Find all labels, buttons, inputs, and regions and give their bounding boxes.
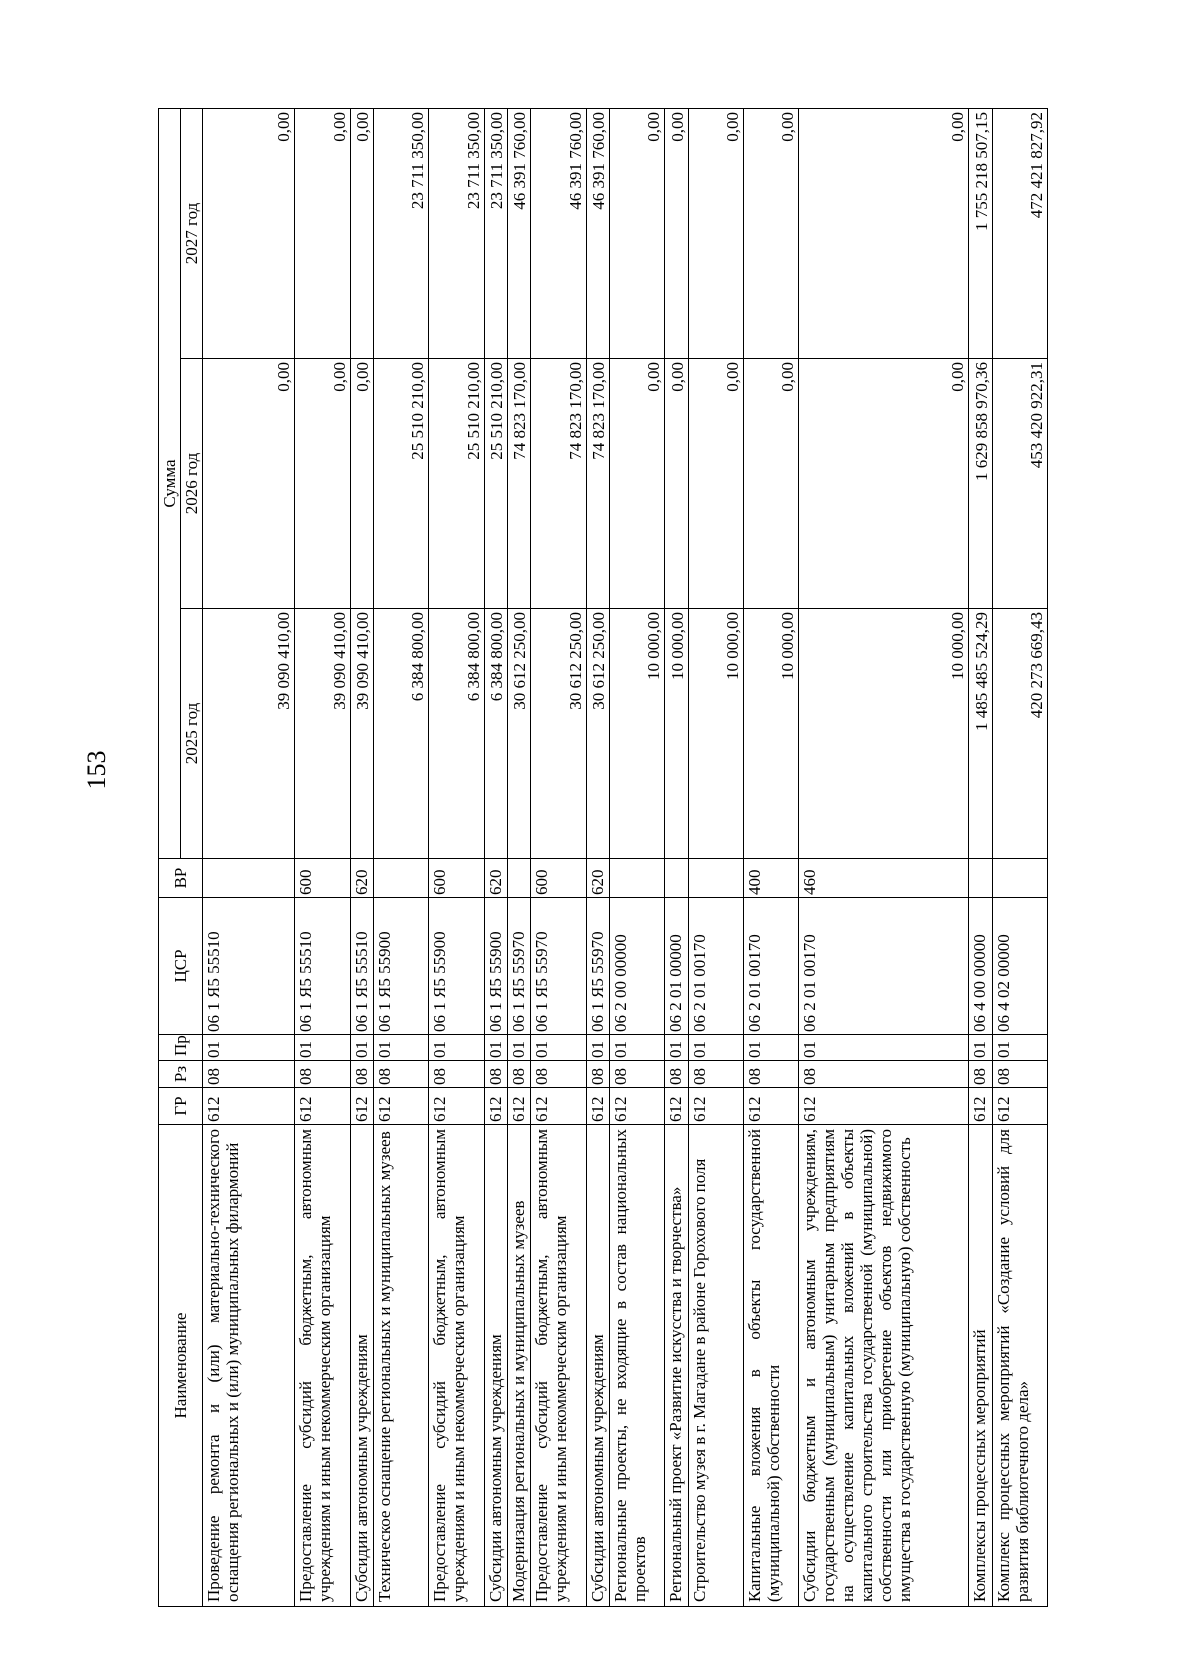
table-cell-vr: 600 — [429, 859, 484, 898]
table-cell-gr: 612 — [665, 1088, 688, 1125]
table-cell-name: Субсидии автономным учреждениям — [586, 1125, 609, 1607]
table-cell-2027: 0,00 — [610, 109, 665, 359]
table-cell-2027: 0,00 — [665, 109, 688, 359]
budget-table — [158, 108, 1048, 1607]
table-cell-name: Субсидии бюджетным и автономным учреждениям, государственным (муниципальным) унитарным предприятиям на осуществление капитальных вложений в объекты капитального строительства государственной (муниципальной) собственности или приобретение объектов недвижимого имущества в государственную (муниципальную) собственность — [799, 1125, 969, 1607]
table-cell-2026: 0,00 — [688, 359, 743, 609]
table-cell-pr: 01 — [531, 1035, 586, 1061]
table-cell-2027: 23 711 350,00 — [429, 109, 484, 359]
table-cell-vr — [688, 859, 743, 898]
table-cell-gr: 612 — [969, 1088, 992, 1125]
table-cell-2026: 0,00 — [799, 359, 969, 609]
table-cell-csr: 06 1 Я5 55970 — [531, 898, 586, 1035]
table-cell-csr: 06 1 Я5 55900 — [429, 898, 484, 1035]
header-name: Наименование — [159, 1125, 203, 1607]
table-row — [969, 109, 992, 1607]
table-cell-2026: 0,00 — [610, 359, 665, 609]
table-cell-gr: 612 — [429, 1088, 484, 1125]
table-cell-gr: 612 — [350, 1088, 373, 1125]
table-row — [743, 109, 798, 1607]
table-cell-2027: 46 391 760,00 — [586, 109, 609, 359]
table-cell-vr: 600 — [295, 859, 350, 898]
table-cell-vr: 600 — [531, 859, 586, 898]
table-cell-2026: 0,00 — [350, 359, 373, 609]
table-cell-2026: 74 823 170,00 — [508, 359, 531, 609]
table-cell-name: Субсидии автономным учреждениям — [350, 1125, 373, 1607]
table-cell-gr: 612 — [531, 1088, 586, 1125]
table-cell-name: Предоставление субсидий бюджетным, автономным учреждениям и иным некоммерческим организациям — [429, 1125, 484, 1607]
table-cell-rz: 08 — [203, 1061, 295, 1088]
table-cell-rz: 08 — [743, 1061, 798, 1088]
table-cell-2026: 0,00 — [665, 359, 688, 609]
table-cell-2025: 10 000,00 — [610, 609, 665, 859]
table-cell-2027: 472 421 827,92 — [992, 109, 1047, 359]
table-cell-vr: 400 — [743, 859, 798, 898]
table-cell-vr — [374, 859, 429, 898]
table-cell-csr: 06 2 01 00170 — [688, 898, 743, 1035]
table-cell-name: Техническое оснащение региональных и муниципальных музеев — [374, 1125, 429, 1607]
table-cell-2027: 23 711 350,00 — [484, 109, 507, 359]
table-cell-gr: 612 — [508, 1088, 531, 1125]
table-cell-vr — [969, 859, 992, 898]
table-cell-2025: 10 000,00 — [799, 609, 969, 859]
table-cell-rz: 08 — [665, 1061, 688, 1088]
table-cell-name: Региональный проект «Развитие искусства и творчества» — [665, 1125, 688, 1607]
table-cell-pr: 01 — [969, 1035, 992, 1061]
table-cell-pr: 01 — [610, 1035, 665, 1061]
table-row — [799, 109, 969, 1607]
header-rz: Рз — [159, 1061, 203, 1088]
table-row — [610, 109, 665, 1607]
table-cell-pr: 01 — [586, 1035, 609, 1061]
table-cell-rz: 08 — [484, 1061, 507, 1088]
table-cell-2025: 39 090 410,00 — [295, 609, 350, 859]
table-row — [203, 109, 295, 1607]
table-cell-pr: 01 — [350, 1035, 373, 1061]
table-cell-2025: 10 000,00 — [665, 609, 688, 859]
table-row — [586, 109, 609, 1607]
table-body — [203, 109, 1048, 1607]
table-cell-name: Модернизация региональных и муниципальных музеев — [508, 1125, 531, 1607]
table-cell-gr: 612 — [203, 1088, 295, 1125]
table-cell-rz: 08 — [610, 1061, 665, 1088]
table-cell-pr: 01 — [665, 1035, 688, 1061]
table-cell-name: Комплексы процессных мероприятий — [969, 1125, 992, 1607]
table-cell-gr: 612 — [484, 1088, 507, 1125]
table-cell-2025: 30 612 250,00 — [531, 609, 586, 859]
table-cell-vr: 460 — [799, 859, 969, 898]
table-cell-name: Субсидии автономным учреждениям — [484, 1125, 507, 1607]
table-cell-csr: 06 2 01 00170 — [743, 898, 798, 1035]
table-cell-pr: 01 — [743, 1035, 798, 1061]
table-cell-2026: 74 823 170,00 — [531, 359, 586, 609]
table-cell-pr: 01 — [992, 1035, 1047, 1061]
table-cell-2025: 30 612 250,00 — [586, 609, 609, 859]
table-cell-2025: 39 090 410,00 — [350, 609, 373, 859]
table-cell-name: Капитальные вложения в объекты государственной (муниципальной) собственности — [743, 1125, 798, 1607]
table-cell-vr: 620 — [484, 859, 507, 898]
table-cell-csr: 06 2 00 00000 — [610, 898, 665, 1035]
header-year-2027: 2027 год — [181, 109, 203, 359]
table-cell-2026: 25 510 210,00 — [429, 359, 484, 609]
table-cell-gr: 612 — [688, 1088, 743, 1125]
table-row — [992, 109, 1047, 1607]
table-cell-pr: 01 — [374, 1035, 429, 1061]
table-cell-csr: 06 4 02 00000 — [992, 898, 1047, 1035]
table-cell-csr: 06 1 Я5 55970 — [586, 898, 609, 1035]
header-sum: Сумма — [159, 109, 181, 859]
table-cell-name: Региональные проекты, не входящие в состав национальных проектов — [610, 1125, 665, 1607]
table-cell-2026: 453 420 922,31 — [992, 359, 1047, 609]
table-row — [429, 109, 484, 1607]
table-cell-2027: 0,00 — [688, 109, 743, 359]
table-cell-2026: 25 510 210,00 — [374, 359, 429, 609]
table-cell-csr: 06 1 Я5 55510 — [203, 898, 295, 1035]
table-cell-pr: 01 — [799, 1035, 969, 1061]
header-year-2026: 2026 год — [181, 359, 203, 609]
table-cell-rz: 08 — [799, 1061, 969, 1088]
table-row — [350, 109, 373, 1607]
table-cell-rz: 08 — [295, 1061, 350, 1088]
table-cell-gr: 612 — [295, 1088, 350, 1125]
table-cell-2025: 10 000,00 — [688, 609, 743, 859]
table-cell-name: Проведение ремонта и (или) материально-технического оснащения региональных и (или) муниципальных филармоний — [203, 1125, 295, 1607]
table-cell-2027: 0,00 — [799, 109, 969, 359]
header-pr: Пр — [159, 1035, 203, 1061]
table-cell-vr: 620 — [350, 859, 373, 898]
table-cell-2027: 46 391 760,00 — [531, 109, 586, 359]
table-cell-2025: 30 612 250,00 — [508, 609, 531, 859]
table-cell-name: Строительство музея в г. Магадане в районе Горохового поля — [688, 1125, 743, 1607]
table-cell-pr: 01 — [688, 1035, 743, 1061]
table-cell-2025: 6 384 800,00 — [429, 609, 484, 859]
table-row — [531, 109, 586, 1607]
table-cell-pr: 01 — [203, 1035, 295, 1061]
table-cell-2026: 74 823 170,00 — [586, 359, 609, 609]
table-cell-vr — [203, 859, 295, 898]
rotated-table-wrapper — [158, 109, 1048, 1607]
header-vr: ВР — [159, 859, 203, 898]
table-row — [484, 109, 507, 1607]
table-cell-csr: 06 1 Я5 55900 — [484, 898, 507, 1035]
table-cell-2027: 0,00 — [295, 109, 350, 359]
table-cell-pr: 01 — [508, 1035, 531, 1061]
table-cell-vr: 620 — [586, 859, 609, 898]
table-cell-2025: 1 485 485 524,29 — [969, 609, 992, 859]
table-cell-2025: 420 273 669,43 — [992, 609, 1047, 859]
table-cell-name: Комплекс процессных мероприятий «Создание условий для развития библиотечного дела» — [992, 1125, 1047, 1607]
table-cell-gr: 612 — [799, 1088, 969, 1125]
table-cell-2026: 0,00 — [203, 359, 295, 609]
table-cell-2025: 39 090 410,00 — [203, 609, 295, 859]
table-row — [688, 109, 743, 1607]
header-year-2025: 2025 год — [181, 609, 203, 859]
table-cell-2027: 0,00 — [743, 109, 798, 359]
table-cell-rz: 08 — [688, 1061, 743, 1088]
table-cell-2026: 1 629 858 970,36 — [969, 359, 992, 609]
table-cell-2025: 10 000,00 — [743, 609, 798, 859]
table-cell-rz: 08 — [374, 1061, 429, 1088]
table-cell-csr: 06 1 Я5 55510 — [350, 898, 373, 1035]
table-cell-pr: 01 — [295, 1035, 350, 1061]
table-cell-rz: 08 — [586, 1061, 609, 1088]
table-cell-2027: 0,00 — [203, 109, 295, 359]
table-cell-2026: 25 510 210,00 — [484, 359, 507, 609]
table-row — [665, 109, 688, 1607]
table-cell-2025: 6 384 800,00 — [484, 609, 507, 859]
table-cell-pr: 01 — [429, 1035, 484, 1061]
table-row — [374, 109, 429, 1607]
table-cell-2027: 0,00 — [350, 109, 373, 359]
table-cell-2027: 1 755 218 507,15 — [969, 109, 992, 359]
header-csr: ЦСР — [159, 898, 203, 1035]
table-cell-gr: 612 — [743, 1088, 798, 1125]
table-cell-vr — [610, 859, 665, 898]
table-cell-gr: 612 — [586, 1088, 609, 1125]
table-cell-csr: 06 1 Я5 55970 — [508, 898, 531, 1035]
table-cell-2027: 23 711 350,00 — [374, 109, 429, 359]
table-cell-rz: 08 — [429, 1061, 484, 1088]
page-number: 153 — [82, 750, 111, 790]
table-cell-2026: 0,00 — [295, 359, 350, 609]
table-cell-csr: 06 4 00 00000 — [969, 898, 992, 1035]
table-cell-csr: 06 2 01 00000 — [665, 898, 688, 1035]
table-cell-csr: 06 2 01 00170 — [799, 898, 969, 1035]
table-cell-rz: 08 — [508, 1061, 531, 1088]
table-cell-rz: 08 — [992, 1061, 1047, 1088]
table-cell-name: Предоставление субсидий бюджетным, автономным учреждениям и иным некоммерческим организациям — [531, 1125, 586, 1607]
table-cell-rz: 08 — [350, 1061, 373, 1088]
table-cell-name: Предоставление субсидий бюджетным, автономным учреждениям и иным некоммерческим организациям — [295, 1125, 350, 1607]
table-row — [295, 109, 350, 1607]
table-cell-pr: 01 — [484, 1035, 507, 1061]
table-cell-rz: 08 — [531, 1061, 586, 1088]
table-row — [508, 109, 531, 1607]
table-cell-rz: 08 — [969, 1061, 992, 1088]
table-cell-csr: 06 1 Я5 55510 — [295, 898, 350, 1035]
table-cell-gr: 612 — [610, 1088, 665, 1125]
table-cell-gr: 612 — [374, 1088, 429, 1125]
table-cell-gr: 612 — [992, 1088, 1047, 1125]
table-cell-2026: 0,00 — [743, 359, 798, 609]
table-cell-vr — [992, 859, 1047, 898]
header-gr: ГР — [159, 1088, 203, 1125]
table-cell-vr — [665, 859, 688, 898]
table-cell-2025: 6 384 800,00 — [374, 609, 429, 859]
table-cell-csr: 06 1 Я5 55900 — [374, 898, 429, 1035]
table-cell-2027: 46 391 760,00 — [508, 109, 531, 359]
table-cell-vr — [508, 859, 531, 898]
